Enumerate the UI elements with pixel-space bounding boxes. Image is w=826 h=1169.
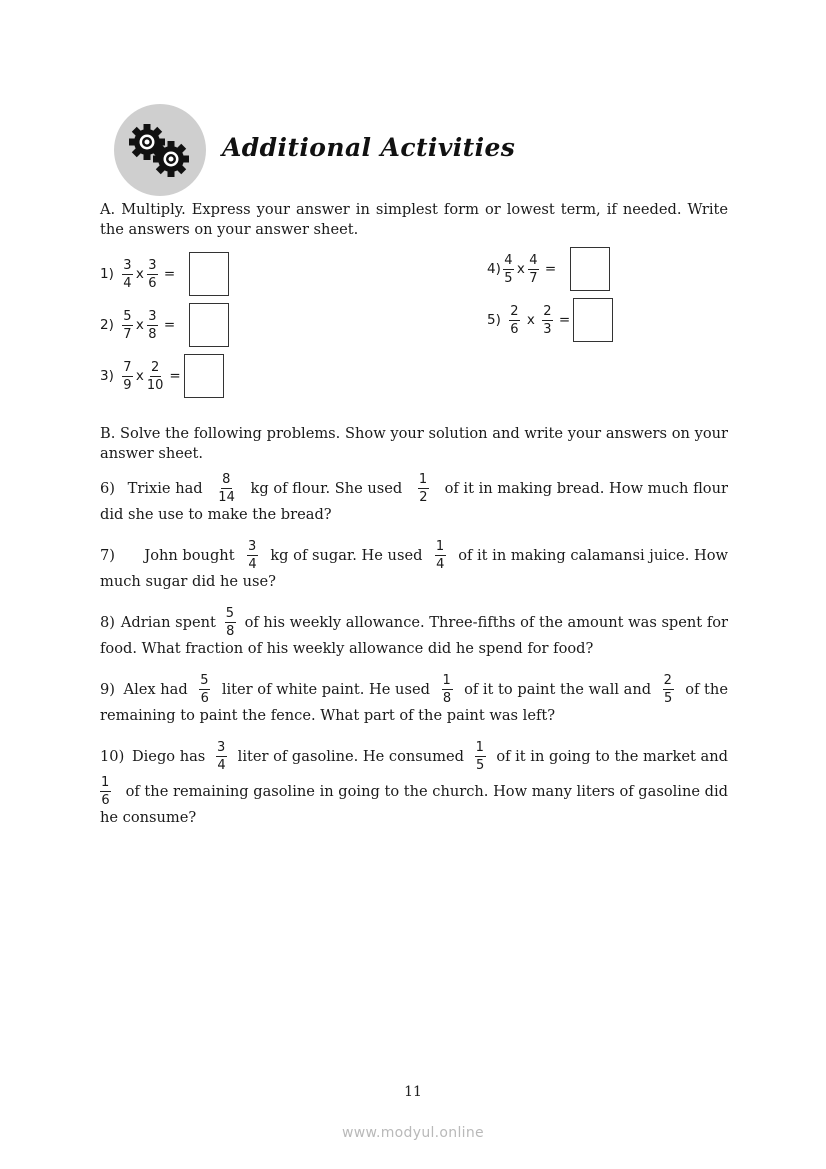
- text: of his weekly allowance. Three-fifths of the amount was spent for: [244, 613, 728, 631]
- text: Adrian spent: [120, 613, 216, 631]
- text: he consume?: [100, 809, 197, 826]
- answer-box-2[interactable]: [189, 303, 229, 347]
- watermark: www.modyul.online: [342, 1125, 484, 1141]
- answer-box-1[interactable]: [189, 252, 229, 296]
- problem-10: [100, 740, 728, 828]
- fraction: $\frac{5}{7}$: [123, 308, 132, 342]
- item-label: 4): [487, 261, 501, 277]
- times-sign: x: [516, 261, 525, 277]
- times-sign: x: [135, 266, 144, 282]
- text: remaining to paint the fence. What part of the paint was left?: [100, 707, 556, 724]
- text: of it in making bread. How much flour: [444, 479, 728, 497]
- times-sign: x: [526, 312, 535, 328]
- equals-sign: =: [163, 317, 176, 333]
- multiply-item-2: [100, 303, 229, 347]
- problem-6: [100, 472, 728, 525]
- item-label: 5): [487, 312, 501, 328]
- problem-number: 10): [100, 747, 125, 765]
- multiply-item-4: [487, 247, 610, 291]
- times-sign: x: [135, 368, 144, 384]
- equals-sign: =: [544, 261, 557, 277]
- item-label: 2): [100, 317, 114, 333]
- fraction: $\frac{4}{5}$: [504, 252, 513, 286]
- text: of the: [685, 680, 728, 698]
- gears-icon-badge: [114, 104, 206, 196]
- problem-8: [100, 606, 728, 659]
- problem-number: 9): [100, 680, 115, 698]
- text: much sugar did he use?: [100, 573, 277, 590]
- page-title: Additional Activities: [222, 133, 516, 162]
- fraction: $\frac{1}{4}$: [435, 539, 445, 572]
- item-label: 3): [100, 368, 114, 384]
- text: kg of sugar. He used: [270, 546, 423, 564]
- fraction: $\frac{5}{8}$: [225, 606, 235, 639]
- text: kg of flour. She used: [250, 479, 403, 497]
- text: John bought: [144, 546, 235, 564]
- equals-sign: =: [558, 312, 571, 328]
- fraction: $\frac{3}{4}$: [216, 740, 226, 773]
- fraction: $\frac{1}{5}$: [475, 740, 485, 773]
- text: of it to paint the wall and: [464, 680, 652, 698]
- gears-icon: [114, 104, 206, 196]
- fraction: $\frac{1}{6}$: [101, 775, 110, 808]
- problem-number: 6): [100, 479, 115, 497]
- multiply-item-3: [100, 354, 224, 398]
- fraction: $\frac{2}{3}$: [543, 303, 552, 337]
- text: of the remaining gasoline in going to the church. How many liters of gasoline did: [125, 782, 728, 800]
- problem-7: [100, 539, 728, 592]
- text: Diego has: [131, 747, 206, 765]
- text: Alex had: [123, 680, 188, 698]
- multiply-item-5: [487, 298, 613, 342]
- times-sign: x: [135, 317, 144, 333]
- multiply-item-1: [100, 252, 229, 296]
- fraction: $\frac{2}{10}$: [146, 359, 164, 393]
- text: did she use to make the bread?: [100, 506, 332, 523]
- section-a-instructions: A. Multiply. Express your answer in simplest form or lowest term, if needed. Write the answers on your answer sheet.: [100, 201, 728, 238]
- page-number: 11: [404, 1084, 422, 1100]
- equals-sign: =: [163, 266, 176, 282]
- section-b-instructions: B. Solve the following problems. Show your solution and write your answers on your answer sheet.: [100, 425, 728, 462]
- fraction: $\frac{2}{5}$: [663, 673, 673, 706]
- answer-box-5[interactable]: [573, 298, 613, 342]
- text: Trixie had: [127, 479, 203, 497]
- item-label: 1): [100, 266, 114, 282]
- fraction: $\frac{7}{9}$: [123, 359, 132, 393]
- fraction: $\frac{3}{8}$: [148, 308, 157, 342]
- fraction: $\frac{4}{7}$: [529, 252, 538, 286]
- text: food. What fraction of his weekly allowance did he spend for food?: [100, 640, 594, 657]
- problem-9: [100, 673, 728, 726]
- text: of it in going to the market and: [496, 747, 728, 765]
- fraction: $\frac{3}{4}$: [123, 257, 132, 291]
- equals-sign: =: [169, 368, 181, 384]
- problem-number: 8): [100, 613, 115, 631]
- answer-box-4[interactable]: [570, 247, 610, 291]
- fraction: $\frac{3}{6}$: [148, 257, 157, 291]
- text: liter of gasoline. He consumed: [237, 747, 464, 765]
- fraction: $\frac{2}{6}$: [510, 303, 519, 337]
- fraction: $\frac{5}{6}$: [200, 673, 209, 706]
- text: liter of white paint. He used: [221, 680, 430, 698]
- fraction: $\frac{1}{8}$: [442, 673, 452, 706]
- problem-number: 7): [100, 546, 115, 564]
- fraction: $\frac{1}{2}$: [418, 472, 428, 505]
- text: of it in making calamansi juice. How: [458, 546, 728, 564]
- fraction: $\frac{3}{4}$: [247, 539, 257, 572]
- fraction: $\frac{8}{14}$: [218, 472, 235, 505]
- answer-box-3[interactable]: [184, 354, 224, 398]
